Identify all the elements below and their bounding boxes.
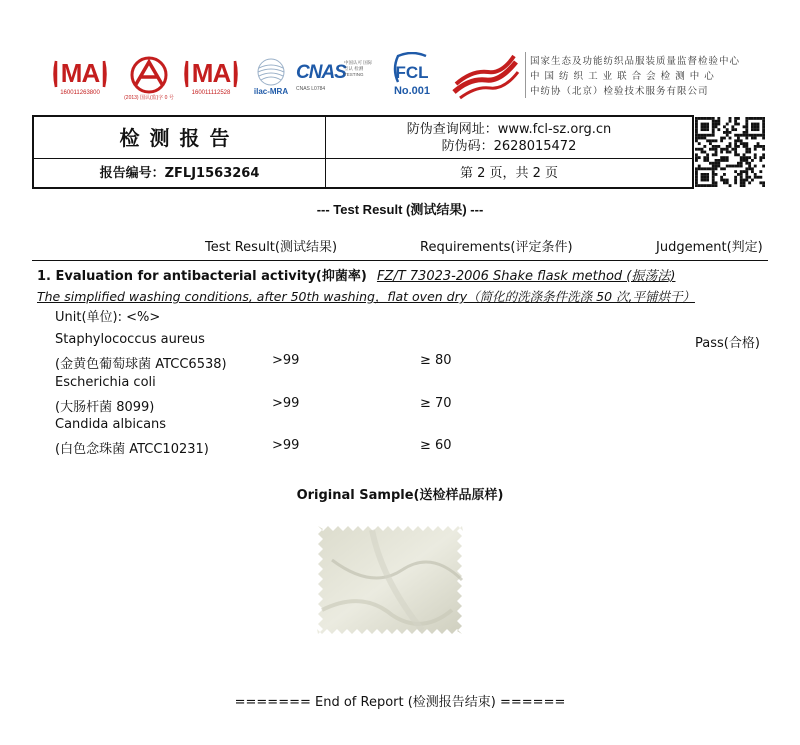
judgement-value: Pass(合格)	[695, 336, 760, 351]
org-name-line: 中 国 纺 织 工 业 联 合 会 检 测 中 心	[530, 71, 715, 82]
fcl-number: No.001	[393, 85, 431, 97]
evaluation-heading	[37, 265, 675, 284]
cma-logo-1	[52, 58, 108, 100]
evaluation-title: 1. Evaluation for antibacterial activity(抑菌率)	[37, 269, 367, 284]
page-indicator: 第 2 页，共 2 页	[459, 166, 559, 181]
anti-fake-info	[326, 117, 692, 159]
organism-name-en: Staphylococcus aureus	[55, 332, 205, 347]
header-rule	[32, 260, 768, 261]
anti-fake-code: 防伪码：2628015472	[441, 139, 577, 154]
column-header-result: Test Result(测试结果)	[205, 240, 338, 255]
ilac-mra-logo	[250, 56, 292, 98]
report-title: 检测报告	[34, 117, 326, 159]
fcl-text: FCL	[395, 63, 429, 82]
cma-logo-text: MA	[191, 58, 231, 88]
cma-logo-text: MA	[60, 58, 100, 88]
certification-logo-strip	[0, 0, 800, 110]
cal-logo	[123, 56, 175, 100]
requirement-value: ≥ 60	[420, 438, 452, 453]
organism-name-cn: (大肠杆菌 8099)	[55, 400, 155, 415]
report-number: 报告编号：ZFLJ1563264	[34, 159, 326, 189]
organism-name-en: Escherichia coli	[55, 375, 156, 390]
requirement-value: ≥ 70	[420, 396, 452, 411]
sample-title: Original Sample(送检样品原样)	[296, 488, 504, 503]
fabric-sample-image	[312, 520, 468, 640]
column-header-judgement: Judgement(判定)	[656, 240, 763, 255]
washing-condition: The simplified washing conditions, after 50th washing，flat oven dry（简化的洗涤条件洗涤 50 次,平铺烘干）	[37, 289, 695, 304]
org-name-line: 中纺协（北京）检验技术服务有限公司	[530, 86, 709, 97]
cma-logo-2	[183, 58, 239, 100]
anti-fake-url[interactable]: 防伪查询网址：www.fcl-sz.org.cn	[406, 122, 612, 137]
cnas-tiny-text: 中国认可 国际互认 检测 TESTING	[344, 60, 373, 77]
unit-label: Unit(单位): <%>	[55, 310, 161, 325]
organism-name-en: Candida albicans	[55, 417, 167, 432]
organism-name-cn: (金黄色葡萄球菌 ATCC6538)	[55, 357, 227, 372]
requirement-value: ≥ 80	[420, 353, 452, 368]
result-value: >99	[272, 353, 300, 368]
textile-wave-logo	[450, 52, 520, 100]
qr-code[interactable]	[695, 117, 765, 187]
organism-name-cn: (白色念珠菌 ATCC10231)	[55, 442, 209, 457]
cnas-word: CNAS	[296, 62, 346, 83]
organization-names	[530, 54, 740, 99]
cnas-logo	[296, 56, 376, 98]
logo-divider	[525, 52, 526, 98]
result-value: >99	[272, 438, 300, 453]
column-header-requirements: Requirements(评定条件)	[420, 240, 573, 255]
org-name-line: 国家生态及功能纺织品服装质量监督检验中心	[530, 56, 741, 67]
ilac-text: ilac-MRA	[253, 87, 289, 96]
cal-caption: (2013) 国认(监)字 0 号	[124, 95, 174, 101]
end-of-report: ======= End of Report (检测报告结束) ======	[234, 695, 566, 710]
fcl-logo	[388, 52, 436, 102]
evaluation-standard: FZ/T 73023-2006 Shake flask method (振荡法)	[376, 269, 676, 284]
report-header-table	[32, 115, 694, 189]
cma-number: 160011112528	[191, 90, 231, 96]
section-title: --- Test Result (测试结果) ---	[316, 202, 484, 217]
cma-number: 160011263800	[60, 90, 100, 96]
result-value: >99	[272, 396, 300, 411]
cnas-sub-text: CNAS L0784	[296, 86, 326, 92]
